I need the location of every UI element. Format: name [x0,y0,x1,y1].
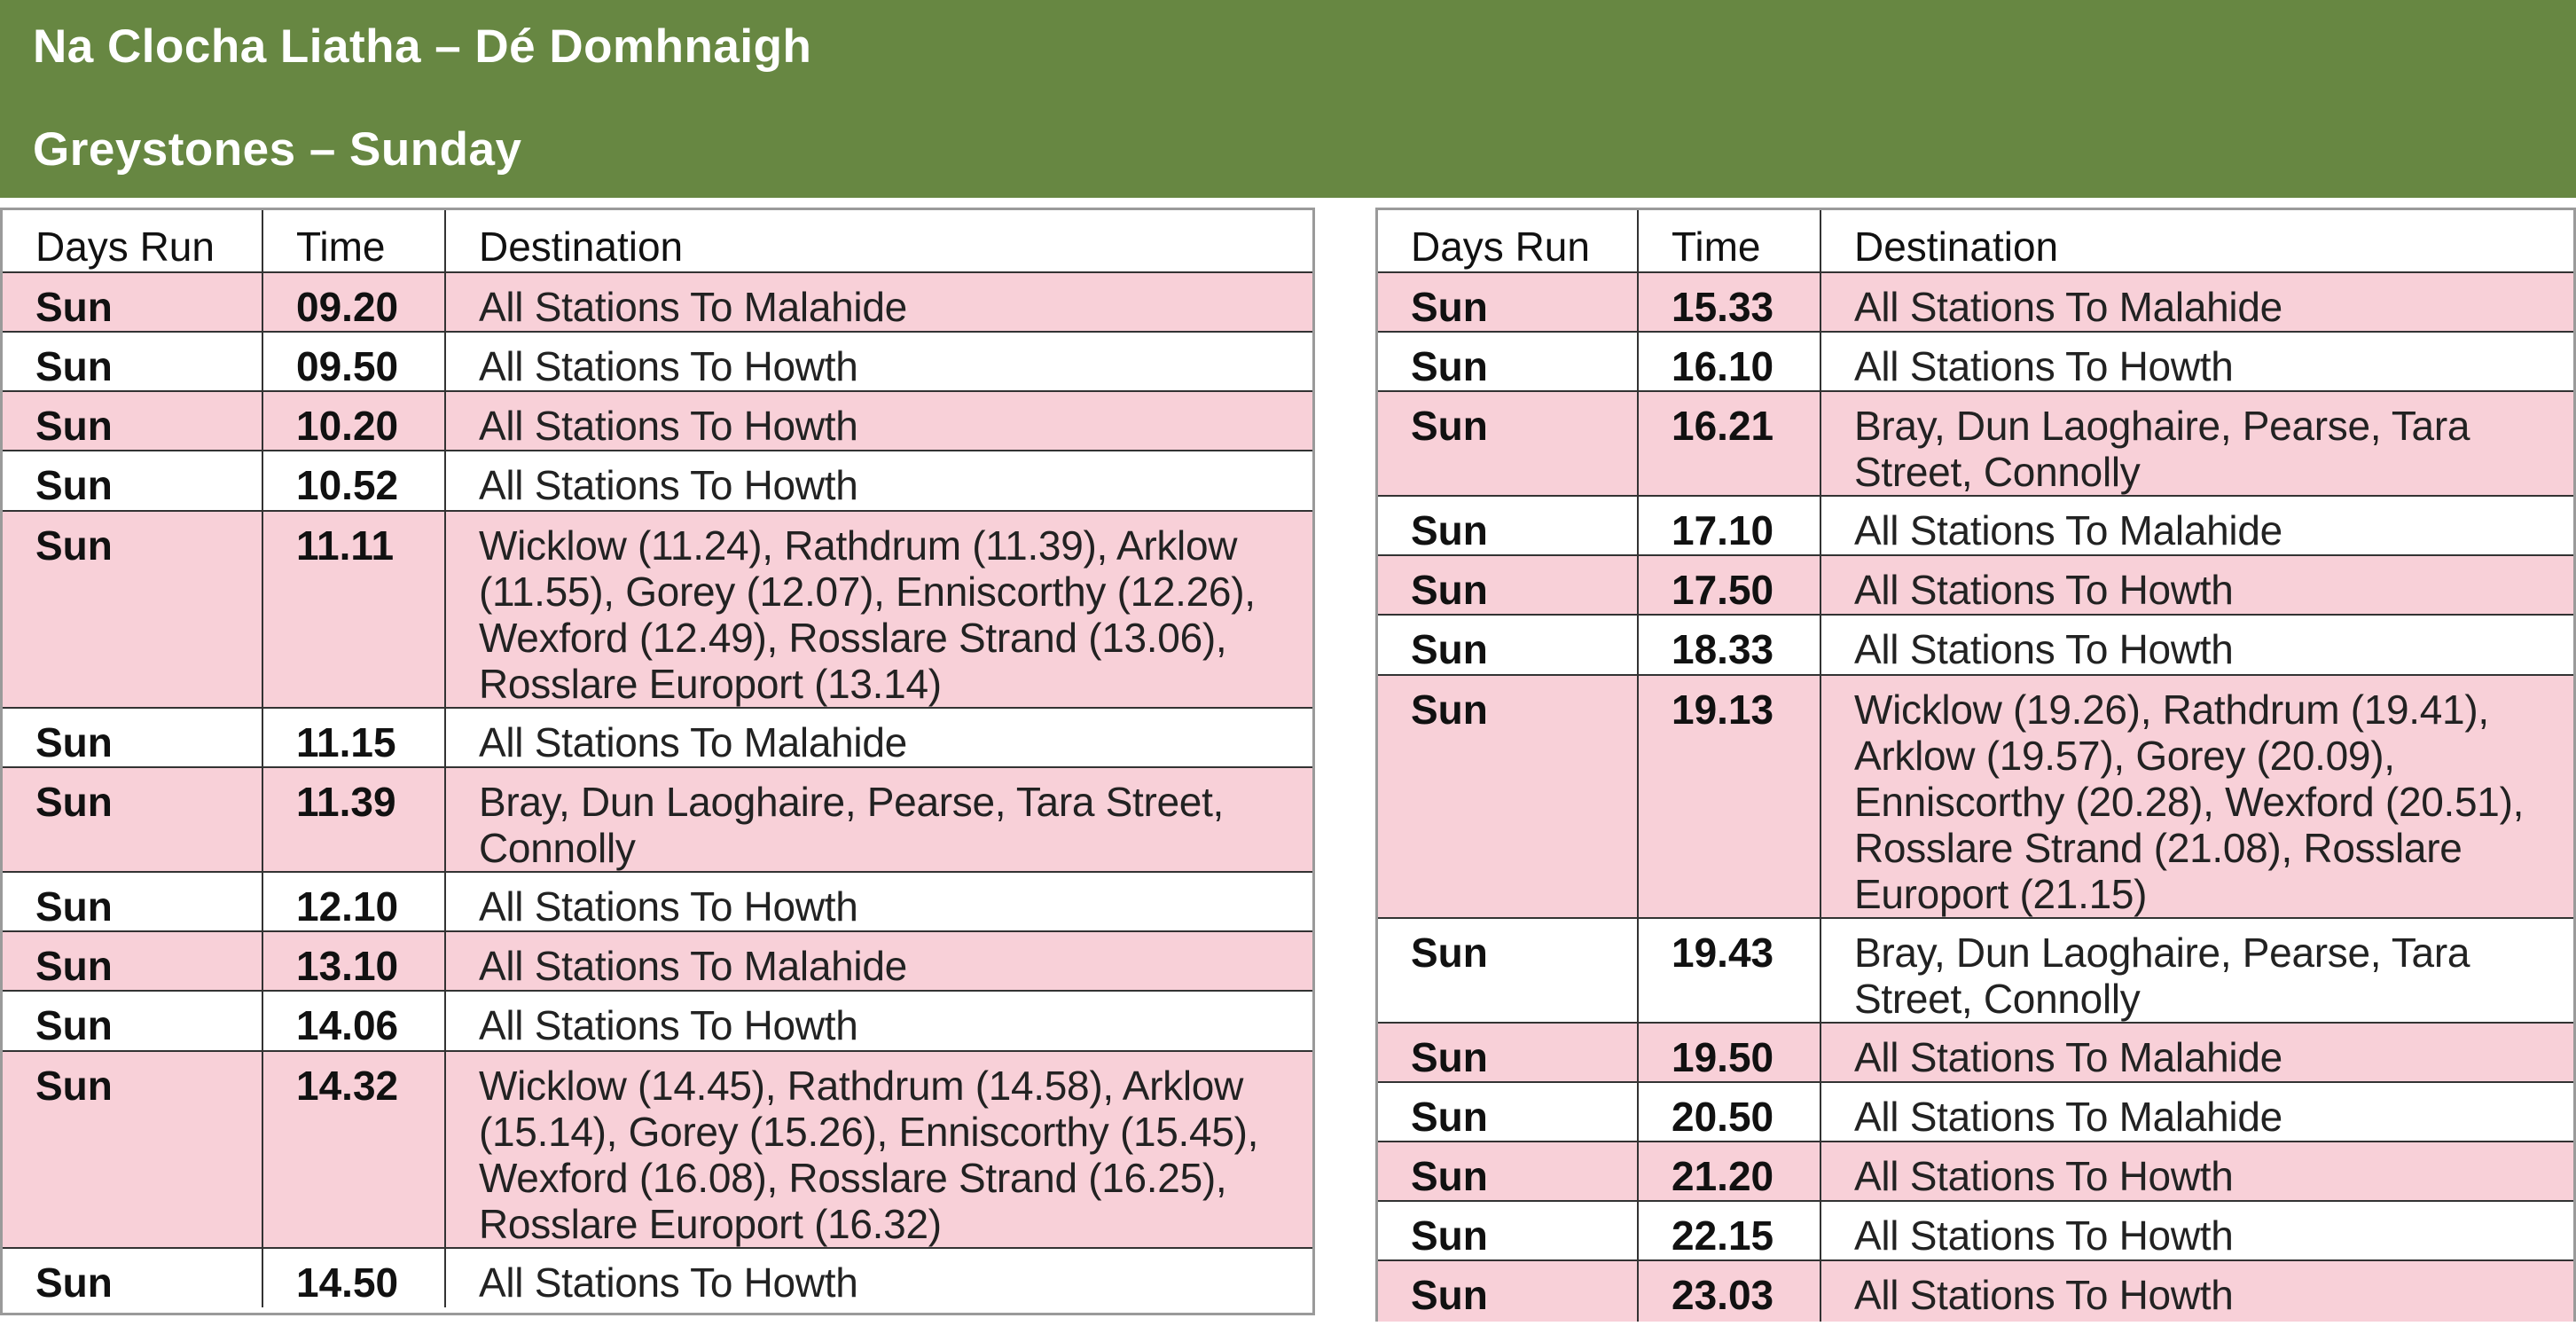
table-row [3,872,1312,931]
time-cell: 15.33 [1638,272,1820,332]
table-row [3,931,1312,991]
destination-cell: All Stations To Howth [1820,1201,2573,1260]
destination-cell: All Stations To Howth [445,451,1312,511]
destination-cell: All Stations To Howth [445,332,1312,391]
time-cell: 11.39 [262,767,445,872]
destination-cell: All Stations To Howth [445,391,1312,451]
table-row [3,767,1312,872]
time-cell: 11.15 [262,708,445,767]
destination-cell: Wicklow (11.24), Rathdrum (11.39), Arklow (11.55), Gorey (12.07), Enniscorthy (12.26), Wexford (12.49), Rosslare Strand (13.06), Rosslare Europort (13.14) [445,511,1312,708]
destination-cell: Wicklow (19.26), Rathdrum (19.41), Arklow (19.57), Gorey (20.09), Enniscorthy (20.28), Wexford (20.51), Rosslare Strand (21.08), Rosslare Europort (21.15) [1820,675,2573,918]
days-run-cell: Sun [1378,675,1638,918]
days-run-cell: Sun [1378,332,1638,391]
time-cell: 19.13 [1638,675,1820,918]
days-run-cell: Sun [1378,391,1638,496]
timetable-right [1375,208,2576,1322]
destination-cell: Bray, Dun Laoghaire, Pearse, Tara Street, Connolly [445,767,1312,872]
col-header-destination: Destination [445,210,1312,272]
days-run-cell: Sun [3,991,262,1051]
timetable-left-body [3,272,1312,1307]
time-cell: 09.50 [262,332,445,391]
destination-cell: Bray, Dun Laoghaire, Pearse, Tara Street, Connolly [1820,918,2573,1023]
table-row [1378,675,2573,918]
days-run-cell: Sun [3,931,262,991]
time-cell: 16.10 [1638,332,1820,391]
table-header-row [3,210,1312,272]
days-run-cell: Sun [3,332,262,391]
days-run-cell: Sun [3,872,262,931]
timetable-left [0,208,1315,1315]
time-cell: 21.20 [1638,1142,1820,1201]
destination-cell: All Stations To Howth [445,1248,1312,1307]
destination-cell: All Stations To Howth [1820,332,2573,391]
destination-cell: Bray, Dun Laoghaire, Pearse, Tara Street, Connolly [1820,391,2573,496]
table-row [3,1248,1312,1307]
days-run-cell: Sun [1378,1260,1638,1322]
col-header-time: Time [262,210,445,272]
table-row [1378,391,2573,496]
time-cell: 12.10 [262,872,445,931]
table-row [1378,272,2573,332]
days-run-cell: Sun [3,1248,262,1307]
destination-cell: All Stations To Howth [1820,1260,2573,1322]
col-header-destination: Destination [1820,210,2573,272]
days-run-cell: Sun [1378,1142,1638,1201]
table-row [1378,1201,2573,1260]
table-row [1378,1023,2573,1082]
time-cell: 19.50 [1638,1023,1820,1082]
time-cell: 13.10 [262,931,445,991]
destination-cell: All Stations To Howth [445,872,1312,931]
time-cell: 10.52 [262,451,445,511]
table-row [1378,332,2573,391]
destination-cell: All Stations To Howth [445,991,1312,1051]
time-cell: 17.10 [1638,496,1820,555]
days-run-cell: Sun [1378,918,1638,1023]
destination-cell: All Stations To Malahide [1820,1023,2573,1082]
days-run-cell: Sun [1378,615,1638,675]
time-cell: 20.50 [1638,1082,1820,1142]
destination-cell: All Stations To Howth [1820,1142,2573,1201]
table-row [3,272,1312,332]
destination-cell: All Stations To Howth [1820,615,2573,675]
destination-cell: All Stations To Malahide [445,931,1312,991]
table-row [3,391,1312,451]
table-row [1378,1082,2573,1142]
table-row [1378,615,2573,675]
title-english: Greystones – Sunday [33,123,522,176]
days-run-cell: Sun [3,767,262,872]
days-run-cell: Sun [3,708,262,767]
time-cell: 14.32 [262,1051,445,1248]
destination-cell: All Stations To Howth [1820,555,2573,615]
time-cell: 22.15 [1638,1201,1820,1260]
timetable-right-body [1378,272,2573,1322]
days-run-cell: Sun [1378,1201,1638,1260]
time-cell: 19.43 [1638,918,1820,1023]
time-cell: 16.21 [1638,391,1820,496]
destination-cell: All Stations To Malahide [1820,1082,2573,1142]
table-row [3,451,1312,511]
table-row [3,1051,1312,1248]
destination-cell: Wicklow (14.45), Rathdrum (14.58), Arklow (15.14), Gorey (15.26), Enniscorthy (15.45), Wexford (16.08), Rosslare Strand (16.25), Rosslare Europort (16.32) [445,1051,1312,1248]
days-run-cell: Sun [1378,1023,1638,1082]
time-cell: 14.50 [262,1248,445,1307]
days-run-cell: Sun [3,1051,262,1248]
time-cell: 11.11 [262,511,445,708]
table-row [1378,1142,2573,1201]
time-cell: 18.33 [1638,615,1820,675]
table-row [3,511,1312,708]
destination-cell: All Stations To Malahide [445,708,1312,767]
table-row [1378,918,2573,1023]
days-run-cell: Sun [3,511,262,708]
time-cell: 23.03 [1638,1260,1820,1322]
days-run-cell: Sun [1378,496,1638,555]
table-row [1378,1260,2573,1322]
table-row [3,708,1312,767]
destination-cell: All Stations To Malahide [1820,272,2573,332]
destination-cell: All Stations To Malahide [445,272,1312,332]
days-run-cell: Sun [1378,1082,1638,1142]
header-banner [0,0,2576,198]
table-row [1378,555,2573,615]
table-row [3,991,1312,1051]
time-cell: 09.20 [262,272,445,332]
time-cell: 10.20 [262,391,445,451]
col-header-days-run: Days Run [1378,210,1638,272]
table-row [3,332,1312,391]
days-run-cell: Sun [1378,272,1638,332]
days-run-cell: Sun [3,391,262,451]
destination-cell: All Stations To Malahide [1820,496,2573,555]
time-cell: 14.06 [262,991,445,1051]
table-row [1378,496,2573,555]
days-run-cell: Sun [3,451,262,511]
table-header-row [1378,210,2573,272]
days-run-cell: Sun [1378,555,1638,615]
col-header-days-run: Days Run [3,210,262,272]
time-cell: 17.50 [1638,555,1820,615]
col-header-time: Time [1638,210,1820,272]
days-run-cell: Sun [3,272,262,332]
title-irish: Na Clocha Liatha – Dé Domhnaigh [33,20,812,73]
